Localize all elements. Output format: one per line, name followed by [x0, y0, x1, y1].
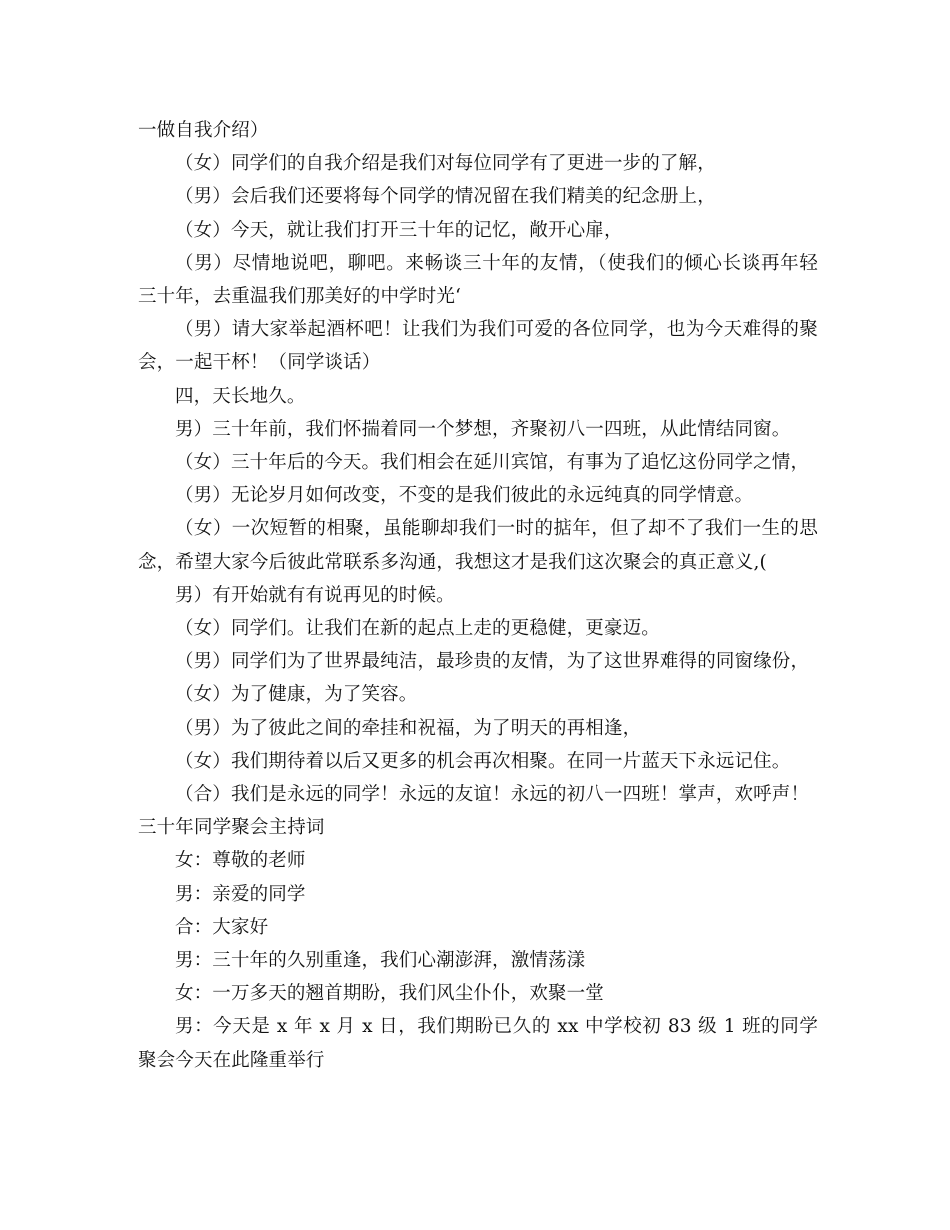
paragraph: 男：亲爱的同学 [175, 883, 306, 905]
paragraph: （男）同学们为了世界最纯洁，最珍贵的友情，为了这世界难得的同窗缘份， [175, 651, 810, 673]
document-title: 三十年同学聚会主持词 [138, 817, 325, 839]
paragraph: （女）三十年后的今天。我们相会在延川宾馆，有事为了追忆这份同学之情， [175, 452, 810, 474]
paragraph: 男）有开始就有有说再见的时候。 [175, 584, 455, 606]
paragraph: （女）今天，就让我们打开三十年的记忆，敞开心扉， [175, 219, 623, 241]
paragraph: 女：一万多天的翘首期盼，我们风尘仆仆，欢聚一堂 [175, 983, 604, 1005]
paragraph: （女）我们期待着以后又更多的机会再次相聚。在同一片蓝天下永远记住。 [175, 750, 791, 772]
paragraph: （女）同学们的自我介绍是我们对每位同学有了更进一步的了解， [175, 153, 716, 175]
paragraph: 女：尊敬的老师 [175, 850, 306, 872]
paragraph: （男）为了彼此之间的牵挂和祝福，为了明天的再相逢， [175, 717, 642, 739]
paragraph: （女）为了健康，为了笑容。 [175, 684, 418, 706]
section-heading: 四，天长地久。 [175, 385, 306, 407]
paragraph: （合）我们是永远的同学！永远的友谊！永远的初八一四班！掌声，欢呼声！ [175, 784, 810, 806]
paragraph: （男）请大家举起酒杯吧！让我们为我们可爱的各位同学，也为今天难得的聚会，一起干杯！（同学谈话） [138, 319, 818, 374]
paragraph: （男）尽情地说吧，聊吧。来畅谈三十年的友情，（使我们的倾心长谈再年轻三十年，去重温我们那美好的中学时光‘ [138, 252, 818, 308]
paragraph: 男：今天是 x 年 x 月 x 日，我们期盼已久的 xx 中学校初 83 级 1 班的同学聚会今天在此隆重举行 [138, 1016, 819, 1071]
document-body [138, 114, 818, 1077]
paragraph: （女）一次短暂的相聚，虽能聊却我们一时的掂年，但了却不了我们一生的思念，希望大家今后彼此常联系多沟通，我想这才是我们这次聚会的真正意义,( [138, 518, 818, 573]
paragraph: （男）会后我们还要将每个同学的情况留在我们精美的纪念册上， [175, 186, 716, 208]
paragraph: 男：三十年的久别重逢，我们心潮澎湃，激情荡漾 [175, 950, 586, 972]
paragraph: （女）同学们。让我们在新的起点上走的更稳健，更豪迈。 [175, 618, 660, 640]
paragraph: 一做自我介绍） [138, 120, 269, 141]
paragraph: 合：大家好 [175, 916, 269, 938]
paragraph: 男）三十年前，我们怀揣着同一个梦想，齐聚初八一四班，从此情结同窗。 [175, 418, 791, 440]
paragraph: （男）无论岁月如何改变，不变的是我们彼此的永远纯真的同学情意。 [175, 485, 754, 507]
